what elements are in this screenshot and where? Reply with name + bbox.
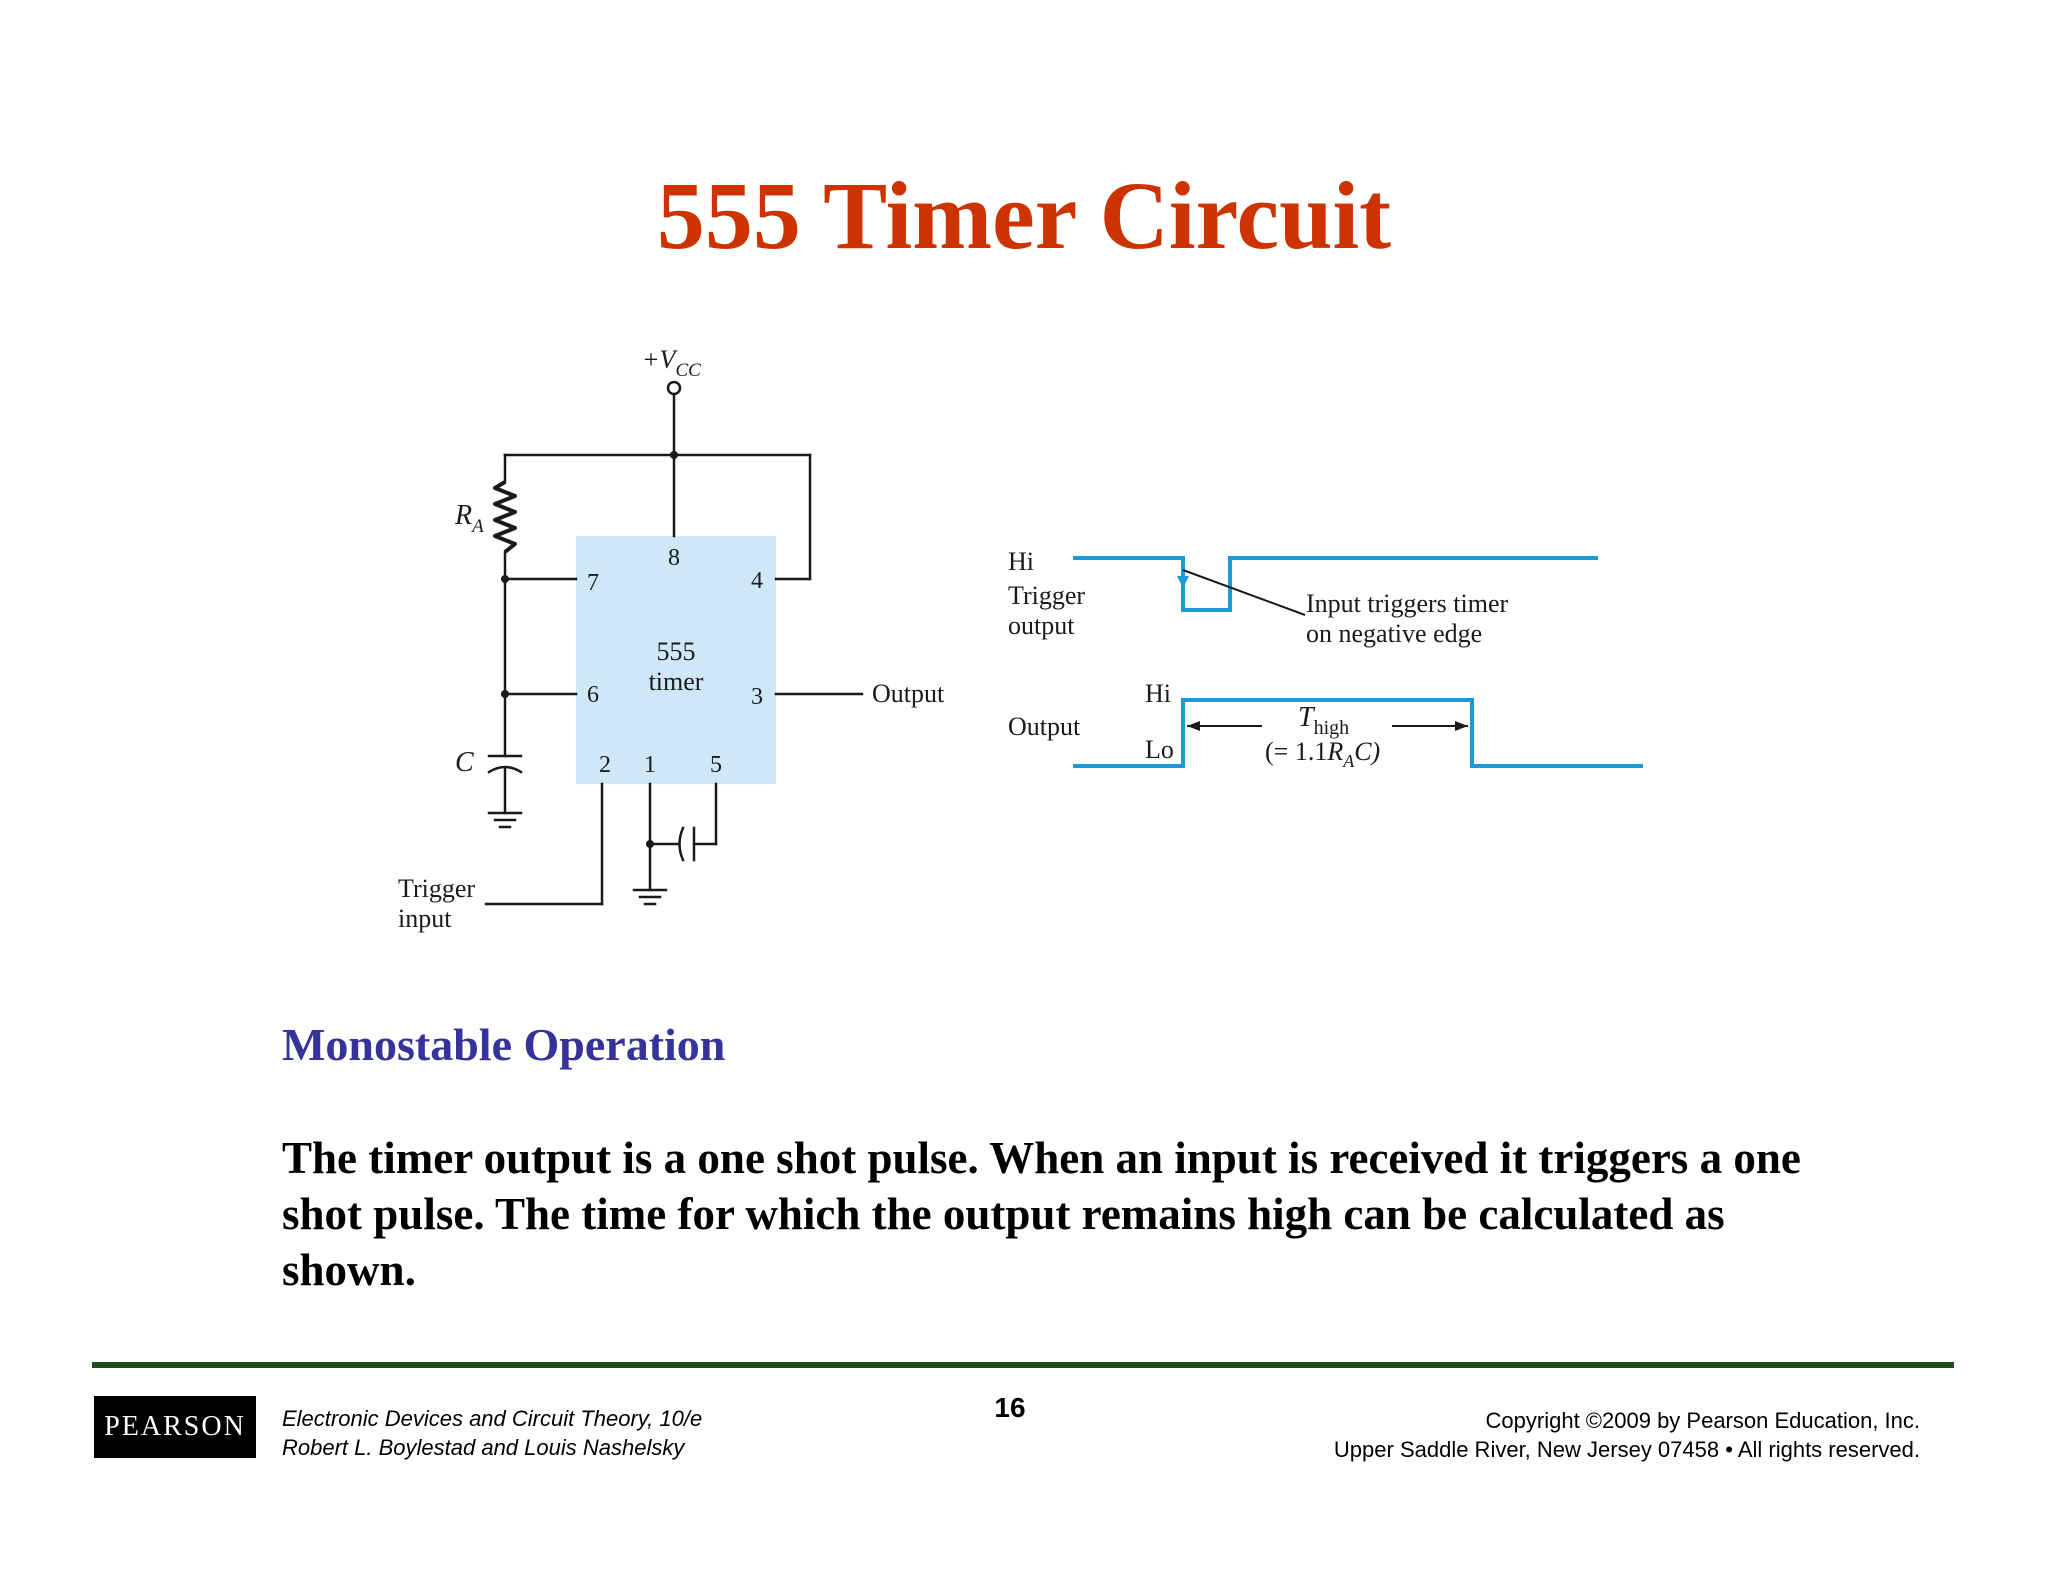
pin-4-label: 4 (751, 568, 763, 594)
timing-diagram (1008, 547, 1643, 771)
vcc-subscript: CC (675, 360, 701, 381)
negative-edge-arrow (1177, 576, 1189, 588)
resistor-ra (495, 482, 515, 552)
output-label: Output (1008, 712, 1081, 741)
footer-divider (92, 1362, 1954, 1368)
annotation-line-1: Input triggers timer (1306, 589, 1509, 618)
formula-suffix: C) (1354, 737, 1381, 766)
footer-book-title: Electronic Devices and Circuit Theory, 10/e (282, 1406, 703, 1431)
footer-copyright-line: Copyright ©2009 by Pearson Education, Inc. (1485, 1408, 1920, 1433)
chip-label-555: 555 (656, 637, 696, 666)
vcc-label: +V (642, 345, 676, 374)
formula-prefix: (= 1.1 (1265, 737, 1328, 766)
output-lo-label: Lo (1145, 735, 1174, 764)
pin-1-label: 1 (644, 752, 656, 778)
svg-text:(= 1.1RAC) (1265, 737, 1380, 771)
formula-subscript: A (1343, 751, 1355, 771)
circuit-diagram (398, 345, 945, 933)
t-high-symbol: T (1298, 702, 1314, 733)
page-number: 16 (994, 1392, 1026, 1423)
body-paragraph: The timer output is a one shot pulse. When an input is received it triggers a one shot pulse. The time for which the output remains high can be calculated as shown. (282, 1133, 1801, 1295)
ra-label: R (455, 500, 473, 531)
chip-label-timer: timer (648, 667, 704, 696)
section-heading: Monostable Operation (282, 1019, 726, 1070)
footer-copyright (1334, 1406, 1920, 1464)
pin-5-label: 5 (710, 752, 722, 778)
trigger-output-label-2: output (1008, 611, 1075, 640)
pin-7-label: 7 (587, 570, 599, 596)
footer-book-info (282, 1404, 702, 1462)
annotation-line-2: on negative edge (1306, 619, 1483, 648)
trigger-hi-label: Hi (1008, 547, 1034, 576)
circuit-output-label: Output (872, 679, 945, 708)
formula-r: R (1327, 737, 1344, 766)
svg-text:+VCC (642, 345, 701, 381)
trigger-input-label-2: input (398, 904, 452, 933)
pearson-logo: PEARSON (94, 1396, 256, 1458)
pin-6-label: 6 (587, 682, 599, 708)
pin-8-label: 8 (668, 545, 680, 571)
slide-title: 555 Timer Circuit (656, 162, 1392, 269)
footer-authors: Robert L. Boylestad and Louis Nashelsky (282, 1435, 685, 1460)
ra-subscript: A (472, 516, 484, 537)
capacitor-label: C (455, 747, 474, 778)
svg-text:RA (454, 500, 484, 537)
pin-3-label: 3 (751, 684, 763, 710)
trigger-output-label: Trigger (1008, 581, 1086, 610)
trigger-input-label: Trigger (398, 874, 476, 903)
svg-text:Thigh (1298, 702, 1349, 739)
pin-2-label: 2 (599, 752, 611, 778)
t-high-subscript: high (1313, 717, 1350, 739)
footer-rights-line: Upper Saddle River, New Jersey 07458 • All rights reserved. (1333, 1437, 1920, 1462)
vcc-terminal (668, 382, 680, 394)
output-hi-label: Hi (1145, 679, 1171, 708)
